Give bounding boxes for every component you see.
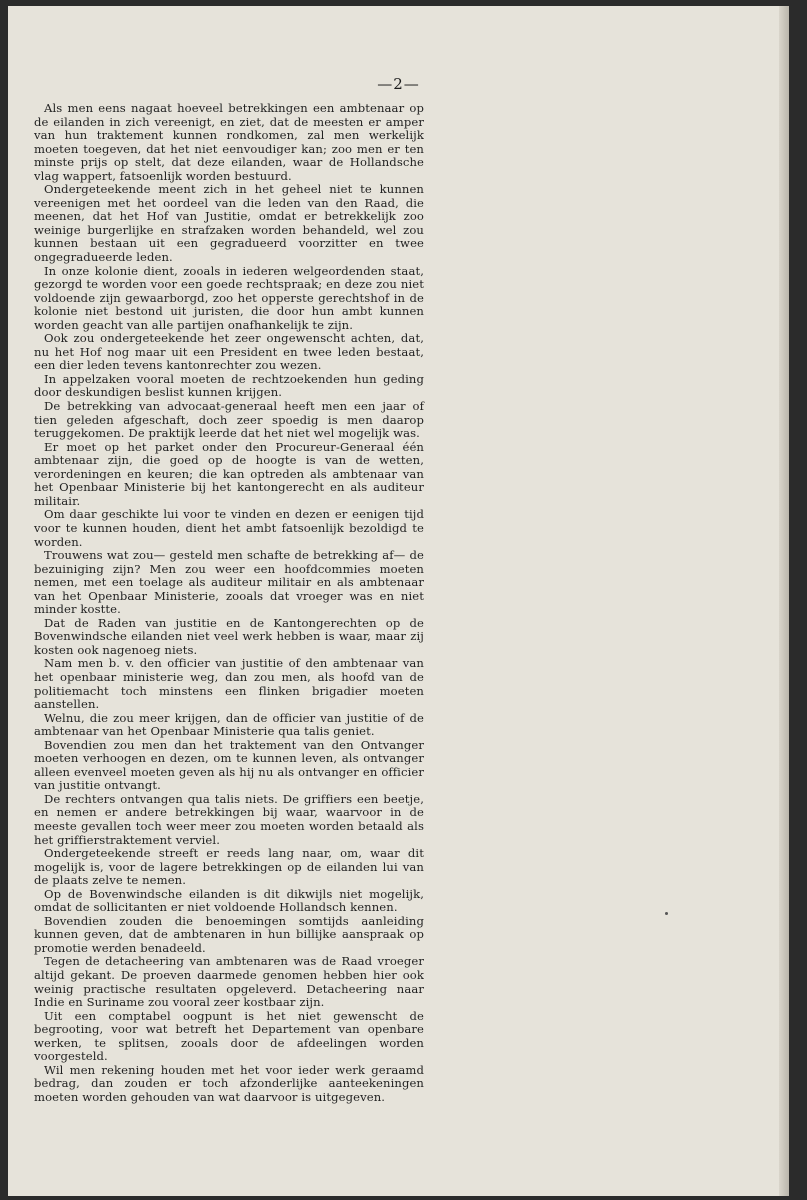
paragraph: Uit een comptabel oogpunt is het niet gewenscht de begrooting, voor wat betreft het Departement van openbare werken, te splitsen, zooals door de afdeelingen worden voorgesteld.	[34, 1008, 424, 1064]
paragraph: Om daar geschikte lui voor te vinden en dezen er eenigen tijd voor te kunnen houden, dient het ambt fatsoenlijk bezoldigd te worden.	[34, 507, 424, 549]
paragraph: Welnu, die zou meer krijgen, dan de officier van justitie of de ambtenaar van het Openbaar Ministerie qua talis geniet.	[34, 710, 424, 739]
paragraph: Nam men b. v. den officier van justitie of den ambtenaar van het openbaar ministerie weg, dan zou men, als hoofd van de politiemacht toch minstens een flinken brigadier moeten aanstellen.	[34, 656, 424, 712]
paragraph: Op de Bovenwindsche eilanden is dit dikwijls niet mogelijk, omdat de sollicitanten er niet voldoende Hollandsch kennen.	[34, 886, 424, 915]
page-number: —2—	[377, 75, 420, 93]
page-edge-shadow	[779, 6, 789, 1196]
paragraph: Ondergeteekende streeft er reeds lang naar, om, waar dit mogelijk is, voor de lagere betrekkingen op de eilanden lui van de plaats zelve te nemen.	[34, 846, 424, 888]
paragraph: In onze kolonie dient, zooals in iederen welgeordenden staat, gezorgd te worden voor een goede rechtspraak; en deze zou niet voldoende zijn gewaarborgd, zoo het opperste gerechtshof in de kolonie niet bestond uit juristen, die door hun ambt kunnen worden geacht van alle partijen onafhankelijk te zijn.	[34, 263, 424, 332]
paragraph: Er moet op het parket onder den Procureur-Generaal één ambtenaar zijn, die goed op de hoogte is van de wetten, verordeningen en keuren; die kan optreden als ambtenaar van het Openbaar Ministerie bij het kantongerecht en als auditeur militair.	[34, 439, 424, 508]
paragraph: Dat de Raden van justitie en de Kantongerechten op de Bovenwindsche eilanden niet veel werk hebben is waar, maar zij kosten ook nagenoeg niets.	[34, 615, 424, 657]
paragraph: De rechters ontvangen qua talis niets. De griffiers een beetje, en nemen er andere betrekkingen bij waar, waarvoor in de meeste gevallen toch weer meer zou moeten worden betaald als het griffierstraktement verviel.	[34, 791, 424, 847]
body-text	[34, 102, 424, 1104]
paragraph: Trouwens wat zou— gesteld men schafte de betrekking af— de bezuiniging zijn? Men zou weer een hoofdcommies moeten nemen, met een toelage als auditeur militair en als ambtenaar van het Openbaar Ministerie, zooals dat vroeger was en niet minder kostte.	[34, 548, 424, 617]
paragraph: Wil men rekening houden met het voor ieder werk geraamd bedrag, dan zouden er toch afzonderlijke aanteekeningen moeten worden gehouden van wat daarvoor is uitgegeven.	[34, 1062, 424, 1104]
document-page	[8, 6, 789, 1196]
paper-speck	[665, 912, 668, 915]
paragraph: De betrekking van advocaat-generaal heeft men een jaar of tien geleden afgeschaft, doch zeer spoedig is men daarop teruggekomen. De praktijk leerde dat het niet wel mogelijk was.	[34, 399, 424, 441]
paragraph: In appelzaken vooral moeten de rechtzoekenden hun geding door deskundigen beslist kunnen krijgen.	[34, 371, 424, 400]
paragraph: Bovendien zou men dan het traktement van den Ontvanger moeten verhoogen en dezen, om te kunnen leven, als ontvanger alleen evenveel moeten geven als hij nu als ontvanger en officier van justitie ontvangt.	[34, 737, 424, 793]
paragraph: Ook zou ondergeteekende het zeer ongewenscht achten, dat, nu het Hof nog maar uit een President en twee leden bestaat, een dier leden tevens kantonrechter zou wezen.	[34, 331, 424, 373]
paragraph: Ondergeteekende meent zich in het geheel niet te kunnen vereenigen met het oordeel van die leden van den Raad, die meenen, dat het Hof van Justitie, omdat er betrekkelijk zoo weinige burgerlijke en strafzaken worden behandeld, wel zou kunnen bestaan uit een gegradueerd voorzitter en twee ongegradueerde leden.	[34, 182, 424, 265]
paragraph: Bovendien zouden die benoemingen somtijds aanleiding kunnen geven, dat de ambtenaren in hun billijke aanspraak op promotie werden benadeeld.	[34, 913, 424, 955]
paragraph: Als men eens nagaat hoeveel betrekkingen een ambtenaar op de eilanden in zich vereenigt, en ziet, dat de meesten er amper van hun traktement kunnen rondkomen, zal men werkelijk moeten toegeven, dat het niet eenvoudiger kan; zoo men er ten minste prijs op stelt, dat deze eilanden, waar de Hollandsche vlag wappert, fatsoenlijk worden bestuurd.	[34, 101, 424, 183]
paragraph: Tegen de detacheering van ambtenaren was de Raad vroeger altijd gekant. De proeven daarmede genomen hebben hier ook weinig practische resultaten opgeleverd. Detacheering naar Indie en Suriname zou vooral zeer kostbaar zijn.	[34, 954, 424, 1010]
